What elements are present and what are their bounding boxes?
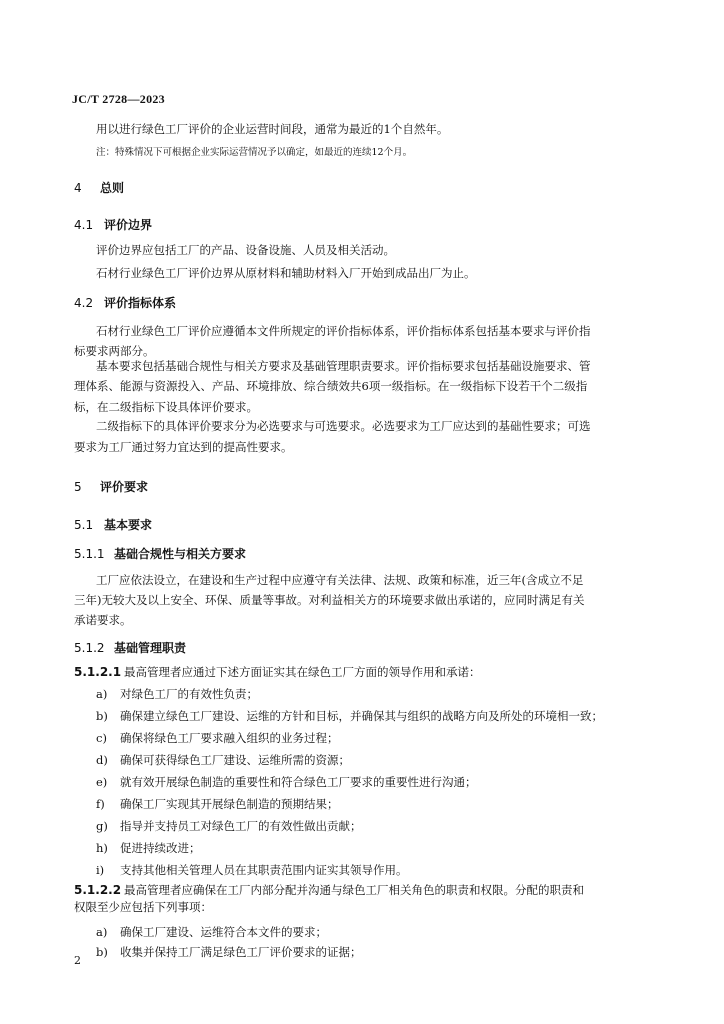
section-title: 基础合规性与相关方要求 [114, 547, 247, 561]
section-title: 评价要求 [100, 480, 149, 494]
paragraph: 权限至少应包括下列事项： [74, 900, 212, 914]
section-number: 5.1 [74, 518, 94, 532]
list-text: 确保工厂实现其开展绿色制造的预期结果； [120, 797, 339, 811]
paragraph: 基本要求包括基础合规性与相关方要求及基础管理职责要求。评价指标要求包括基础设施要求、管 [96, 359, 591, 373]
list-text: 指导并支持员工对绿色工厂的有效性做出贡献； [120, 819, 362, 833]
section-5-1-2-heading [74, 639, 186, 656]
paragraph: 承诺要求。 [74, 613, 132, 627]
standard-code: JC/T 2728—2023 [72, 92, 165, 106]
section-title: 评价指标体系 [104, 296, 177, 310]
list-item [96, 730, 339, 746]
section-number: 4 [74, 181, 82, 195]
list-label: i) [96, 863, 105, 877]
section-title: 总则 [100, 181, 125, 195]
list-item [96, 752, 350, 768]
paragraph: 石材行业绿色工厂评价边界从原材料和辅助材料入厂开始到成品出厂为止。 [96, 266, 476, 280]
section-title: 基础管理职责 [114, 641, 187, 655]
list-text: 支持其他相关管理人员在其职责范围内证实其领导作用。 [120, 863, 408, 877]
paragraph: 三年)无较大及以上安全、环保、质量等事故。对利益相关方的环境要求做出承诺的，应同时满足有关 [74, 593, 585, 607]
list-text: 确保建立绿色工厂建设、运维的方针和目标，并确保其与组织的战略方向及所处的环境相一致； [120, 709, 603, 723]
paragraph: 二级指标下的具体评价要求分为必选要求与可选要求。必选要求为工厂应达到的基础性要求；可选 [96, 419, 591, 433]
section-5-1-1-heading [74, 545, 246, 562]
section-4-heading [74, 179, 124, 196]
page-number: 2 [74, 954, 81, 967]
list-text: 收集并保持工厂满足绿色工厂评价要求的证据； [120, 945, 362, 959]
list-item [96, 686, 258, 702]
paragraph: 评价边界应包括工厂的产品、设备设施、人员及相关活动。 [96, 243, 395, 257]
list-label: e) [96, 775, 108, 789]
clause-number: 5.1.2.1 [74, 665, 122, 679]
list-text: 促进持续改进； [120, 841, 201, 855]
list-label: h) [96, 841, 108, 855]
section-number: 5.1.2 [74, 641, 105, 655]
paragraph: 理体系、能源与资源投入、产品、环境排放、综合绩效共6项一级指标。在一级指标下设若干个二级指 [74, 379, 588, 393]
section-number: 4.1 [74, 218, 94, 232]
list-text: 确保工厂建设、运维符合本文件的要求； [120, 925, 327, 939]
paragraph: 石材行业绿色工厂评价应遵循本文件所规定的评价指标体系，评价指标体系包括基本要求与评价指 [96, 324, 591, 338]
section-number: 4.2 [74, 296, 94, 310]
section-number: 5.1.1 [74, 547, 105, 561]
clause-text: 最高管理者应确保在工厂内部分配并沟通与绿色工厂相关角色的职责和权限。分配的职责和 [124, 883, 584, 897]
list-item [96, 708, 603, 724]
list-text: 就有效开展绿色制造的重要性和符合绿色工厂要求的重要性进行沟通； [120, 775, 477, 789]
paragraph: 工厂应依法设立，在建设和生产过程中应遵守有关法律、法规、政策和标准，近三年(含成立不足 [96, 573, 584, 587]
clause-number: 5.1.2.2 [74, 883, 122, 897]
intro-note: 注：特殊情况下可根据企业实际运营情况予以确定，如最近的连续12个月。 [96, 147, 413, 158]
intro-line: 用以进行绿色工厂评价的企业运营时间段，通常为最近的1个自然年。 [96, 122, 449, 136]
list-label: f) [96, 797, 105, 811]
list-label: g) [96, 819, 108, 833]
list-item [96, 862, 408, 878]
list-item [96, 924, 327, 940]
section-number: 5 [74, 480, 82, 494]
list-item [96, 840, 201, 856]
list-item [96, 944, 362, 960]
list-text: 确保可获得绿色工厂建设、运维所需的资源； [120, 753, 350, 767]
clause-text: 最高管理者应通过下述方面证实其在绿色工厂方面的领导作用和承诺： [124, 665, 481, 679]
list-text: 对绿色工厂的有效性负责； [120, 687, 258, 701]
list-label: b) [96, 709, 108, 723]
section-title: 基本要求 [104, 518, 153, 532]
list-label: a) [96, 925, 108, 939]
paragraph: 标要求两部分。 [74, 344, 155, 358]
paragraph: 要求为工厂通过努力宜达到的提高性要求。 [74, 440, 293, 454]
list-text: 确保将绿色工厂要求融入组织的业务过程； [120, 731, 339, 745]
clause-5-1-2-1 [74, 664, 481, 680]
paragraph: 标，在二级指标下设具体评价要求。 [74, 400, 258, 414]
section-title: 评价边界 [104, 218, 153, 232]
list-label: c) [96, 731, 107, 745]
list-item [96, 774, 477, 790]
list-item [96, 796, 339, 812]
list-label: d) [96, 753, 108, 767]
list-label: a) [96, 687, 108, 701]
list-item [96, 818, 362, 834]
section-5-heading [74, 478, 148, 495]
section-4-1-heading [74, 216, 152, 233]
section-4-2-heading [74, 294, 176, 311]
section-5-1-heading [74, 516, 152, 533]
list-label: b) [96, 945, 108, 959]
